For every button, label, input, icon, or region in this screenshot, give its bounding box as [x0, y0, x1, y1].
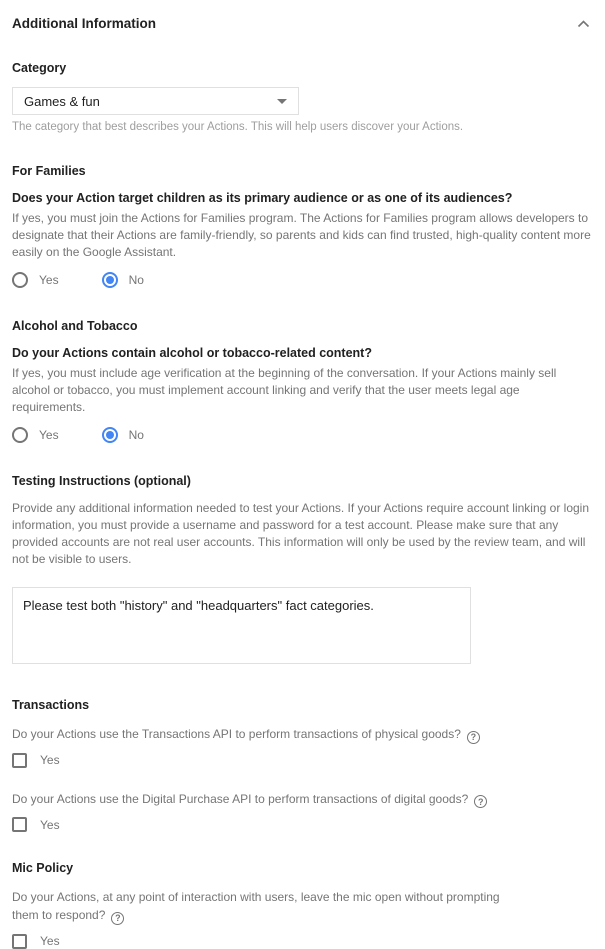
testing-instructions-input[interactable]: [12, 587, 471, 664]
help-icon[interactable]: ?: [111, 912, 124, 925]
alcohol-tobacco-radio-group: [12, 427, 592, 443]
for-families-radio-yes[interactable]: [12, 272, 59, 288]
transactions-digital-checkbox-row: [12, 817, 592, 832]
radio-label[interactable]: No: [128, 428, 144, 442]
alcohol-tobacco-radio-no[interactable]: [102, 427, 144, 443]
checkbox-unchecked-icon[interactable]: [12, 934, 27, 949]
radio-label[interactable]: No: [128, 273, 144, 287]
transactions-physical-checkbox-row: [12, 753, 592, 768]
radio-unselected-icon[interactable]: [12, 272, 28, 288]
alcohol-tobacco-radio-yes[interactable]: [12, 427, 59, 443]
category-field: [12, 61, 592, 133]
category-helper-text: The category that best describes your Actions. This will help users discover your Actions.: [12, 121, 464, 133]
for-families-question: Does your Action target children as its primary audience or as one of its audiences?: [12, 191, 513, 205]
panel-header: [12, 16, 592, 31]
transactions-digital-question-row: [12, 790, 592, 809]
collapse-section-button[interactable]: [575, 17, 592, 30]
checkbox-unchecked-icon[interactable]: [12, 817, 27, 832]
dropdown-arrow-icon: [277, 99, 287, 104]
mic-policy-question: Do your Actions, at any point of interaction with users, leave the mic open without prompting them to respond?: [12, 890, 500, 922]
mic-policy-heading: Mic Policy: [12, 861, 74, 875]
transactions-digital-question: Do your Actions use the Digital Purchase API to perform transactions of digital goods?: [12, 791, 469, 806]
radio-selected-icon[interactable]: [102, 427, 118, 443]
help-icon[interactable]: ?: [467, 731, 480, 744]
checkbox-unchecked-icon[interactable]: [12, 753, 27, 768]
radio-label[interactable]: Yes: [39, 273, 59, 287]
alcohol-tobacco-section: [12, 319, 592, 443]
category-selected-value: Games & fun: [24, 93, 100, 109]
category-label: Category: [12, 61, 67, 75]
testing-instructions-section: [12, 474, 592, 669]
for-families-heading: For Families: [12, 164, 86, 178]
checkbox-label[interactable]: Yes: [40, 934, 60, 948]
mic-policy-question-row: [12, 888, 517, 925]
testing-instructions-helper-text: Provide any additional information needed to test your Actions. If your Actions require account linking or login information, you must provide a username and password for a test account. Please make sure that any provided accounts are not real user accounts. This information will only be used by the review team, and will not be visible to users.: [12, 501, 590, 566]
transactions-heading: Transactions: [12, 698, 90, 712]
chevron-up-icon: [577, 16, 590, 31]
alcohol-tobacco-question: Do your Actions contain alcohol or tobacco-related content?: [12, 346, 372, 360]
for-families-section: [12, 164, 592, 288]
panel-title: Additional Information: [12, 16, 156, 31]
testing-instructions-heading: Testing Instructions (optional): [12, 474, 191, 488]
radio-selected-icon[interactable]: [102, 272, 118, 288]
help-icon[interactable]: ?: [474, 795, 487, 808]
for-families-helper-text: If yes, you must join the Actions for Families program. The Actions for Families program allows developers to designate that their Actions are family-friendly, so parents and kids can find trusted, high-quality content more easily on the Google Assistant.: [12, 211, 591, 259]
transactions-section: [12, 698, 592, 832]
radio-unselected-icon[interactable]: [12, 427, 28, 443]
transactions-physical-question: Do your Actions use the Transactions API to perform transactions of physical goods?: [12, 727, 461, 741]
checkbox-label[interactable]: Yes: [40, 817, 60, 832]
for-families-radio-group: [12, 272, 592, 288]
for-families-radio-no[interactable]: [102, 272, 144, 288]
mic-policy-section: [12, 861, 592, 949]
alcohol-tobacco-heading: Alcohol and Tobacco: [12, 319, 138, 333]
radio-label[interactable]: Yes: [39, 428, 59, 442]
mic-policy-checkbox-row: [12, 934, 592, 949]
checkbox-label[interactable]: Yes: [40, 753, 60, 767]
category-select[interactable]: [12, 87, 299, 115]
alcohol-tobacco-helper-text: If yes, you must include age verification at the beginning of the conversation. If your Actions mainly sell alcohol or tobacco, you must implement account linking and verify that the user meets legal age requirements.: [12, 366, 557, 414]
transactions-physical-question-row: [12, 725, 592, 744]
